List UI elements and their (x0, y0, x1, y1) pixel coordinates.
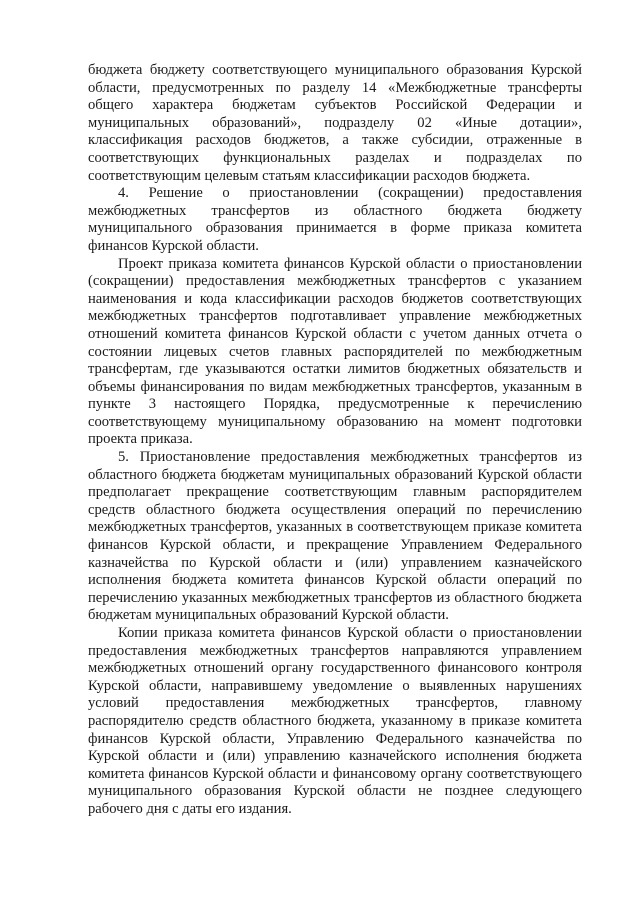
paragraph-continuation: бюджета бюджету соответствующего муниципального образования Курской области, предусмотренных по разделу 14 «Межбюджетные трансферты общего характера бюджетам субъектов Российской Федерации и муниципальных образований», подразделу 02 «Иные дотации», классификация расходов бюджетов, а также субсидии, отраженные в соответствующих функциональных разделах и подразделах по соответствующим целевым статьям классификации расходов бюджета. (88, 62, 582, 184)
document-body (88, 62, 582, 819)
paragraph-draft-order: Проект приказа комитета финансов Курской области о приостановлении (сокращении) предоставления межбюджетных трансфертов с указанием наименования и кода классификации расходов бюджетов соответствующих межбюджетных трансфертов подготавливает управление межбюджетных отношений комитета финансов Курской области с учетом данных отчета о состоянии лицевых счетов главных распорядителей по межбюджетным трансфертам, где указываются остатки лимитов бюджетных обязательств и объемы финансирования по видам межбюджетных трансфертов, указанным в пункте 3 настоящего Порядка, предусмотренные к перечислению соответствующему муниципальному образованию на момент подготовки проекта приказа. (88, 255, 582, 448)
paragraph-item-4: 4. Решение о приостановлении (сокращении) предоставления межбюджетных трансфертов из областного бюджета бюджету муниципального образования принимается в форме приказа комитета финансов Курской области. (88, 185, 582, 254)
paragraph-order-copies: Копии приказа комитета финансов Курской области о приостановлении предоставления межбюджетных трансфертов направляются управлением межбюджетных отношений органу государственного финансового контроля Курской области, направившему уведомление о выявленных нарушениях условий предоставления межбюджетных трансфертов, главному распорядителю средств областного бюджета, указанному в приказе комитета финансов Курской области, Управлению Федерального казначейства по Курской области и (или) управлению казначейского исполнения бюджета комитета финансов Курской области и финансовому органу соответствующего муниципального образования Курской области не позднее следующего рабочего дня с даты его издания. (88, 625, 582, 817)
paragraph-item-5: 5. Приостановление предоставления межбюджетных трансфертов из областного бюджета бюджетам муниципальных образований Курской области предполагает прекращение соответствующим главным распорядителем средств областного бюджета осуществления операций по перечислению межбюджетных трансфертов, указанных в соответствующем приказе комитета финансов Курской области, и прекращение Управлением Федерального казначейства по Курской области и (или) управлением казначейского исполнения бюджета комитета финансов Курской области операций по перечислению указанных межбюджетных трансфертов из областного бюджета бюджетам муниципальных образований Курской области. (88, 449, 582, 624)
